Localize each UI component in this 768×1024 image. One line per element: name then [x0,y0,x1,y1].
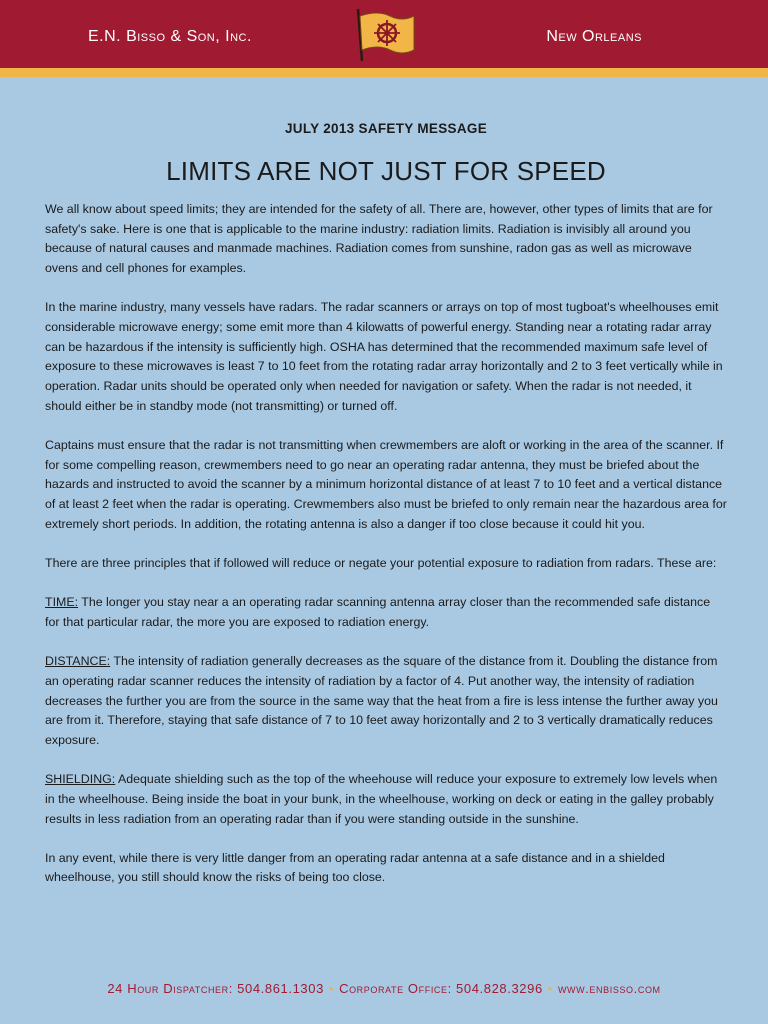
company-name: E.N. Bisso & Son, Inc. [88,28,252,45]
footer-separator: • [547,981,553,996]
principle-text: The intensity of radiation generally decreases as the square of the distance from it. Doubling the distance from an operating radar scanner reduces the intensity of radiation by a factor of 4. Put another way, the intensity of radiation decreases the further you are from the source in the same way that the heat from a fire is less intense the further away you are from it. Therefore, staying that safe distance of 7 to 10 feet away horizontally and 2 to 3 vertically dramatically reduces exposure. [45,654,718,747]
closing-paragraph: In any event, while there is very little danger from an operating radar antenna at a safe distance and in a shielded wheelhouse, you still should know the risks of being too close. [45,850,665,885]
header-stripe [0,68,768,77]
footer-separator: • [328,981,335,996]
body-paragraph: There are three principles that if followed will reduce or negate your potential exposure to radiation from radars. These are: [45,556,717,571]
principle-time [45,593,727,632]
principle-shielding [45,770,727,829]
website-link[interactable]: www.enbisso.com [557,981,661,996]
principle-term: TIME: [45,595,79,610]
ships-wheel-flag-icon [350,6,420,62]
dispatcher-phone: 24 Hour Dispatcher: 504.861.1303 [107,981,324,996]
principle-term: SHIELDING: [45,772,116,787]
body-paragraph: We all know about speed limits; they are intended for the safety of all. There are, however, other types of limits that are for safety's sake. Here is one that is applicable to the marine industry: radiation limits. Radiation is invisibly all around you because of natural causes and manmade machines. Radiation comes from sunshine, radon gas as well as microwave ovens and cell phones for examples. [45,202,713,276]
safety-message [45,115,727,908]
company-city: New Orleans [546,28,642,45]
principle-distance [45,652,727,751]
principle-term: DISTANCE: [45,654,111,669]
footer-contact [0,981,768,996]
message-title: LIMITS ARE NOT JUST FOR SPEED [166,156,606,186]
body-paragraph: Captains must ensure that the radar is not transmitting when crewmembers are aloft or working in the area of the scanner. If for some compelling reason, crewmembers need to go near an operating radar antenna, they must be briefed about the hazards and instructed to avoid the scanner by a minimum horizontal distance of at least 7 to 10 feet and a vertical distance of at least 2 feet when the radar is operating. Crewmembers also must be briefed to only remain near the hazardous area for extremely short periods. In addition, the rotating antenna is also a danger if too close because it could hit you. [45,438,727,531]
principle-text: Adequate shielding such as the top of the wheehouse will reduce your exposure to extremely low levels when in the wheelhouse. Being inside the boat in your bunk, in the wheelhouse, working on deck or eating in the galley probably results in less radiation from an operating radar than if you were standing outside in the sunshine. [45,772,718,826]
principle-text: The longer you stay near a an operating radar scanning antenna array closer than the recommended safe distance for that particular radar, the more you are exposed to radiation energy. [45,595,711,629]
office-phone: Corporate Office: 504.828.3296 [339,981,543,996]
message-kicker: JULY 2013 SAFETY MESSAGE [284,121,488,136]
body-paragraph: In the marine industry, many vessels have radars. The radar scanners or arrays on top of most tugboat's wheelhouses emit considerable microwave energy; some emit more than 4 kilowatts of powerful energy. Standing near a rotating radar array can be hazardous if the intensity is sufficiently high. OSHA has determined that the recommended maximum safe level of exposure to these microwaves is least 7 to 10 feet from the rotating radar array horizontally and 2 to 3 feet vertically while in operation. Radar units should be operated only when needed for navigation or safety. When the radar is not needed, it should either be in standby mode (not transmitting) or turned off. [45,300,723,413]
